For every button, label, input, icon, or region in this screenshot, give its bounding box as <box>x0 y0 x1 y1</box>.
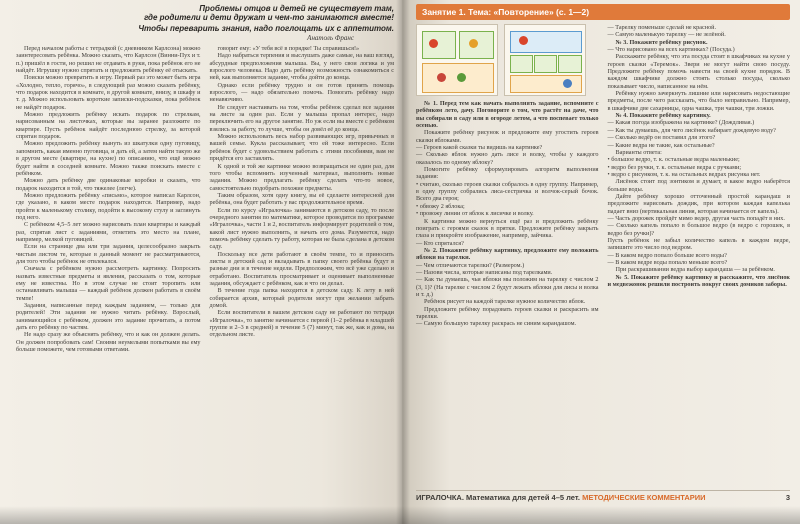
paragraph: Не надо сразу же объяснять ребёнку, что и как он должен делать. Он должен попробовать сам! Своими неумелыми попытками вы ему больше поможете, чем готовыми ответами. <box>16 331 201 354</box>
dialogue-line: — Тарелку поменьше сделай не красной. <box>607 24 717 31</box>
dialogue-line: — Чем отличаются тарелки? (Размером.) <box>416 261 525 269</box>
workbook-page-1-image <box>416 24 498 96</box>
paragraph: Поскольку все дети работают в своём темпе, то и приносить листы в детский сад и вкладывать в папку своего ребёнка будут в разные дни и в течение недели. Предположим, что всё уже сделано и отработано. Воспитатель просматривает и оценивает выполненные задания, обсуждает с ребёнком, как и что он делал. <box>209 250 394 287</box>
dialogue-line: — Как ты думаешь, чьи яблоки мы положим на тарелку с числом 2 (3, 1)? (На тарелке с числом 2 будут лежать яблоки для лисы и волка и т. д.) <box>416 276 599 298</box>
paragraph: В течение года папка находится в детском саду. К лету в ней собирается архив, который родители могут при желании забрать домой. <box>209 287 394 310</box>
paragraph: При раскрашивании ведра выбор карандаша — за ребёнком. <box>615 266 775 274</box>
paragraph: К одной и той же картинке можно возвращаться не один раз, для того чтобы вспомнить изученный материал, выполнить новые задания. Можно предлагать ребёнку сделать что-то новое, самостоятельно подобрать похожие предметы. <box>209 162 394 192</box>
paragraph: Ребёнку нужно зачеркнуть лишние или нарисовать недостающие предметы, после чего рассказать, что было неправильно. Например, в шкафчике две сахарницы, одна чашка, три чашки, три ложки. <box>607 90 790 112</box>
paragraph: Ребёнок рисует на каждой тарелке нужное количество яблок. <box>424 298 586 306</box>
dialogue-line: — В каком ведро попало больше всего воды? <box>607 251 727 259</box>
dialogue-line: — Что нарисовано на всех картинках? (Посуда.) <box>607 46 735 54</box>
dialogue-line: — Назови числа, которые написаны под тарелками. <box>416 268 553 276</box>
dialogue-line: — Самую большую тарелку раскрась не синим карандашом. <box>416 320 577 328</box>
paragraph: Если по курсу «Игралочка» занимаются в детском саду, то после очередного занятия по математике, которое проводится по программе «Игралочка», части 1 и 2, воспитатель информирует родителей о том, какой лист нужно выполнить, и начать его дома. Разумеется, надо помочь ребёнку сделать ту работу, которая не была сделана в детском саду. <box>209 206 394 251</box>
paragraph: Поиски можно превратить в игру. Первый раз это может быть игра «Холодно, тепло, горячо», в следующий раз можно сказать ребёнку, что подарок находится в комнате, в другой комнате, внизу, в шкафу и т. д. Можно использовать короткие записки-подсказки, пока ребёнок не найдёт подарок. <box>16 74 201 111</box>
paragraph: Задания, написанные перед каждым заданием, — только для родителей! Эти задания не нужно читать ребёнку. Взрослый, занимающийся с ребёнком, должен это задание прочитать, а потом дать его ребёнку по частям. <box>16 302 201 332</box>
header-line: Проблемы отцов и детей не существует там, <box>199 4 394 13</box>
bullet-item: • провожу линии от яблок к лисичке и волку. <box>416 210 599 217</box>
bullet-item: • большое ведро, т. к. остальные ведра маленькие; <box>608 156 791 163</box>
paragraph: Предложите ребёнку порадовать героев сказки и раскрасить им тарелки. <box>416 305 599 320</box>
paragraph: Не следует настаивать на том, чтобы ребёнок сделал все задания на листе за один раз. Если у малыша пропал интерес, надо переключить его на другое занятие. Но уж если вы вместе с ребёнком взялись за работу, то лучше, чтобы он довёл её до конца. <box>209 103 394 133</box>
dialogue-line: — Какие ведра не такие, как остальные? <box>607 141 715 149</box>
paragraph: Покажите ребёнку рисунок и предложите ему угостить героев сказки яблоками. <box>416 129 599 144</box>
dialogue-line: — Сколько ведёр он поставил для этого? <box>607 134 716 142</box>
dialogue-line: — Самую маленькую тарелку — не зелёной. <box>607 31 726 39</box>
paragraph: Однако если ребёнку трудно и он готов принять помощь взрослого, — надо обязательно помочь. Помогать ребёнку надо ненавязчиво. <box>209 81 394 104</box>
paragraph: Можно предложить ребёнку искать подарок по стрелкам, нарисованным на листочках, которые вы заранее разложите по квартире. Пусть ребёнок найдёт последнюю стрелку, за которой спрятан подарок. <box>16 111 201 141</box>
task-heading: № 2. Покажите ребёнку картинку, предложите ему положить яблоки на тарелки. <box>416 246 599 262</box>
dialogue-line: Пусть ребёнок не забыл количество капель в каждом ведре, запишите это число под ведром. <box>607 236 790 252</box>
dialogue-line: — Сколько капель попало в большое ведро (в ведро с горошек, в ведро без ручки)? <box>607 222 790 237</box>
dialogue-line: — В каком ведре воды попало меньше всего? <box>607 259 728 266</box>
bullet-item: • ведро с рисунком, т. к. на остальных ведрах рисунка нет. <box>608 171 791 178</box>
paragraph: Расскажите ребёнку, что эта посуда стоит в шкафчиках на кухне у героев сказки «Теремок». Звери не могут найти свою посуду. Предложите ребёнку помочь навести на своей кухне порядок. В каждом шкафчике должно стоять столько посуды, сколько показывает число, написанное на нём. <box>607 53 790 90</box>
footer-book-title: ИГРАЛОЧКА. Математика для детей 4–5 лет. <box>416 493 580 502</box>
page-number: 3 <box>785 493 790 502</box>
bullet-item: • считаю, сколько героев сказки собралось в одну группу. Например, в одну группу собрались лиса-сестричка и волчок-серый бочок. Всего два героя; <box>416 181 599 203</box>
dialogue-line: — Сколько яблок нужно дать лисе и волку, чтобы у каждого оказалось по одному яблоку? <box>416 151 599 166</box>
book-gutter <box>396 0 410 524</box>
right-text-columns <box>416 24 790 328</box>
dialogue-line: — Какая погода изображена на картинке? (Дождливая.) <box>607 119 755 127</box>
left-text-columns <box>16 45 394 353</box>
paragraph: Таким образом, хотя одну книгу, вы её сделаете интересной для ребёнка, она будет работать у вас продолжительное время. <box>209 191 394 207</box>
dialogue-line: — Часть дорожек пройдёт мимо ведер, другая часть попадёт в них. <box>607 214 785 222</box>
paragraph: Сначала с ребёнком нужно рассмотреть картинку. Попросить назвать известные предметы и явления, рассказать о том, которые ему не известны. Но в этом случае не стоит торопить или останавливать малыша — каждый ребёнок должен работать в своём темпе! <box>16 265 201 302</box>
paragraph: говорит ему: «У тебя всё в порядке! Ты справишься!» <box>217 45 360 52</box>
task-heading: № 4. Покажите ребёнку картинку. <box>615 112 711 120</box>
left-column-1 <box>16 45 201 353</box>
workbook-thumbnails <box>416 24 599 96</box>
header-line: Чтобы переварить знания, надо поглощать их с аппетитом. <box>138 24 394 33</box>
right-column-2 <box>608 24 791 328</box>
paragraph: С ребёнком 4,5–5 лет можно нарисовать план квартиры и каждый раз, спрятав лист с заданиями, отметить это место на плане, например, мелкой пуговицей. <box>16 221 201 243</box>
right-page <box>402 0 800 524</box>
page-footer <box>416 490 790 502</box>
paragraph: К картинке можно вернуться ещё раз и предложить ребёнку поиграть с героями сказок в прятки. Предложите ребёнку закрыть глаза и прикройте изображение, например, зайчика. <box>416 217 599 240</box>
workbook-page-2-image <box>504 24 586 96</box>
bullet-item: • ведро без ручки, т. к. остальные ведра с ручками; <box>608 164 791 171</box>
footer-title <box>416 493 706 502</box>
task-heading: № 5. Покажите ребёнку картинку и расскажите, что лисёнок и медвежонок решили построить вокруг своих домиков заборы. <box>607 273 790 289</box>
paragraph: Перед началом работы с тетрадкой (с дневником Карлсона) можно заинтересовать ребёнка. Можно сказать, что Карлсон (Винни-Пух и т. п.) пришёл в гости, но решил не отдавать в руки, пока ребёнок его не найдёт. Игрушку нужно спрятать и предложить ребёнку её отыскать. <box>16 45 201 75</box>
paragraph: Можно предложить ребёнку «письмо», которое написал Карлсон, где указано, в каком месте подарок находится. Например, надо пройти к маленькому столику, подойти к высокому стулу и заглянуть под него. <box>16 191 201 221</box>
paragraph: Надо набраться терпения и выслушать даже самые, на ваш взгляд, абсурдные предположения малыша. Вы, у него свои логика и ум взрослого человека. Надо дать ребёнку возможность ознакомиться с ней, как выполняется задание, чтобы дойти до конца. <box>209 52 394 82</box>
footer-section-title: МЕТОДИЧЕСКИЕ КОММЕНТАРИИ <box>582 493 706 502</box>
quote-author: Анатоль Франс <box>307 34 354 42</box>
header-line: где родители и дети дружат и чем-то занимаются вместе! <box>144 13 394 22</box>
dialogue-line: — Героев какой сказки ты видишь на картинке? <box>416 144 543 152</box>
paragraph: Лисёнок стоит под зонтиком и думает, в какое ведро наберётся больше воды. <box>607 178 790 193</box>
paragraph: Дайте ребёнку хорошо отточенный простой карандаш и предложите нарисовать дождик, при котором каждая капелька падает вниз (вертикальная линия, которая начинается от капель). <box>607 192 790 215</box>
paragraph: Варианты ответа: <box>615 148 662 156</box>
paragraph: Можно дать ребёнку две одинаковые коробки и сказать, что подарок находится в той, что тяжелее (легче). <box>16 177 201 192</box>
paragraph: Помогите ребёнку сформулировать алгоритм выполнения задания: <box>416 166 599 181</box>
paragraph: Можно предложить ребёнку вынуть из шкатулки одну пуговицу, запомнить, какая именно пуговица, и дать ей, а затем найти такую же в другом месте (квартире, на кухне) по описанию, что ещё можно будет найти в соседней комнате. Можно также поискать вместе с ребёнком. <box>16 140 201 177</box>
right-column-1 <box>416 24 599 328</box>
dialogue-line: — Как ты думаешь, для чего лисёнок набирает дождевую воду? <box>607 126 776 134</box>
bottom-shadow <box>0 506 800 524</box>
paragraph: Можно использовать весь набор развивающих игр, привычных в вашей семье. Кукла рассказывает, что ей тоже интересно. Если ребёнок будет с удовольствием работать с этими пособиями, вам не придётся его заставлять. <box>209 133 394 163</box>
task-heading: № 3. Покажите ребёнку рисунок. <box>615 38 708 46</box>
dialogue-line: — Кто спрятался? <box>416 239 464 247</box>
paragraph: Если воспитатели в вашем детском саду не работают по тетради «Игралочка», то занятие начинается с первой (1–2 ребёнка в младшей группе и 2–3 в средней) в течение 5 (7) минут, так же, как и дома, на отдельном листе. <box>209 309 394 339</box>
task-heading: № 1. Перед тем как начать выполнять задание, вспомните с ребёнком лето, дачу. Поговорите о том, что растёт на даче, что вы собирали в саду или в огороде летом, а что поспевает только осенью. <box>416 100 599 130</box>
bullet-item: • обвожу 2 яблока; <box>416 203 599 210</box>
lesson-title: Занятие 1. Тема: «Повторение» (с. 1—2) <box>416 4 790 20</box>
paragraph: Если на странице два или три задания, целесообразно закрыть чистым листом те, которые в данный момент не рассматриваются, для того чтобы ребёнок не отвлекался. <box>16 243 201 265</box>
left-column-2 <box>210 45 395 353</box>
